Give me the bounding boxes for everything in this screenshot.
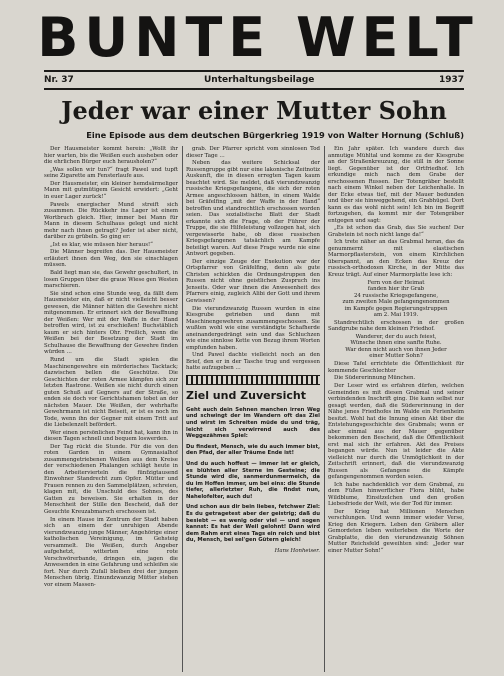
paragraph: Die vierundzwanzig Russen wurden in eine Kiesgrube getrieben und dann mit Maschinengewehren zusammengeschossen. Sie wußten wohl wie eine verständigte Schafherde aneinandergedrängt sein und das Schluchzen wie eine sinnlose Kette von Bezug ihrem Worten empfunden haben.	[186, 305, 320, 351]
paragraph: Ein Jahr später. Ich wandere durch das anmutige Mühltal und komme zu der Kiesgrube an der Straßenkreuzung, die still in der Sonne liegt. Gegenüber ist der Ortfriedhof. Ich erkundige mich nach dem Grabe der erschossenen Russen. Der Totengräber bestellt nach einem Winkel neben der Leichenhalle. In der Ecke etwas tief, mit der Mauer bedunden und über sie hinweggehend, ein Grabhügel. Dort kann es das wohl nicht sein! Ich bin im Begriff fortzugehen, da kommt mir der Totengräber entgegen und sagt:	[328, 146, 464, 224]
paragraph: Standrechtlich erschossen in der großen Sandgrube nahe dem kleinen Friedhof.	[328, 319, 464, 333]
paragraph: Bald liegt man sie, das Gewehr geschultert, in losen Gruppen über die graue Wiese gen Westen marschieren.	[44, 270, 178, 290]
paragraph: Und Pawel dachte vielleicht noch an den Brief, den er in der Tasche trug und vergessen hatte aufzugeben …	[186, 352, 320, 372]
paragraph: Wanderer, der du auch feiest, Wünsche ihnen eine sanfte Ruhe. War denn nicht auch von ihnen Jeder einer Mutter Sohn?	[345, 333, 447, 360]
paragraph: Pawels energischer Mund streift sich zusammen. Die Rückkehr ins Lager ist einem Wortbruch gleich. Hier, immer bei Mann für Mann in diesem Schulhaus gelegt und nicht mehr nach ihnen getragt? Jeder ist aber nicht, darüber zu grübeln. So ging er:	[44, 201, 178, 241]
paragraph: Neben das weitere Schicksal der Russengruppe gibt nur eine lakonische Zeitnotiz Auskunft, die in diesen erregten Tagen kaum beachtet wird. Sie meldet, daß vierundzwanzig russische Kriegsgefangene, die sich der roten Armee angeschlossen hätten, in einem Walde bei Gräfelfing „mit der Waffe in der Hand“ betroffen und standrechtlich erschossen worden seien. Das sozialistische Blatt der Stadt erkannte sich die Frage, ob der Führer der Truppe, die sie Hilfeleistung vollzogen hat, sich vergewisserte habe, ob diese russischen Kriegsgefangenen tatsächlich am Kampfe beteiligt waren. Auf diese Frage wurde nie eine Antwort gegeben.	[186, 160, 320, 258]
paragraph: Der einzige Zeuge der Exekution war der Ortspfarrer von Gräfelfing, denn als gute Christen schickten die Ordnungstruppen den Russen nicht ohne geistlichen Zuspruch ins Jenseits. Oder war ihnen die Anwesenheit des Pfarrers einig, zugleich Alibi der Gott und ihrem Gewissen?	[186, 258, 320, 304]
poem-stanza: Und schon aus dir bein liebes, fetchwer Ziel: Es du getragetest aber der geistrig; daß du besiebt — es wenig oder viel — und sogen kannst: Es hat der Weil gelohnt! Dann wird dem Rahm erst eines Tags ein reich und bist du, Mensch, bei sel'gen Gütern gleich!	[186, 504, 320, 544]
paragraph: Ich habe nachdenklich vor dem Grabmal, zu dem Füßen hinwerflicher Flora blüht, habe Wildblume, Einsitzelchen und den großen Liebesfriede der Welt, wie der Tod für immer.	[328, 481, 464, 508]
masthead-title: BUNTE WELT	[37, 10, 479, 66]
issue-number: Nr. 37	[44, 75, 74, 85]
column-divider	[324, 146, 325, 672]
paragraph: Der Leser wird es erfahren dürfen, welchen Gemeinden es mit diesen Grabmal und seiner verbindenden Inschrift ging. Die kann selbst nur gesagt werden, daß die Südererinnung in der Nähe jenes Friedhofes im Walde ein Ferienheim besitzt. Wohl hat die Innung einen Akt über die Entstehungsgeschichte des Grabmals; wenn er aber einmal aus der Mauer gegenüber bekommen den Bescheid, daß die Öffentlichkeit erst mal sich ihr erfahren. Akt des Preises begangen würde. Nun ist leider die Akte vielleicht nur durch die Unmöglichkeit in der Zeitschrift erinnert, daß die vierundzwanzig Russen als Gefangene die Kämpfe gefangengenommen worden seien.	[328, 383, 464, 480]
paragraph: Diese Tafel errichtete die Öffentlichkeit für kommende Geschlechter	[328, 361, 464, 374]
issue-year: 1937	[438, 75, 464, 85]
article-column-2	[186, 146, 320, 672]
paragraph: „Ist es klar, wie müssen hier heraus!“	[50, 241, 153, 248]
paragraph: Sie sind schon eine Stunde weg, da fällt dem Hausmeister ein, daß er nicht vielleicht besser gewesen, die Männer hätten die Gewehre nicht mitgenommen. Er erinnert sich der Bewaffnung der Weißen: Wer mit der Waffe in der Hand betroffen wird, ist zu erschießen! Buchstäblich kaum er sich hinters Ohr. Freilich, wenn die Weißen bei der Besetzung der Stadt im Schulhause die Bewaffnung der Gewehre finden würden …	[44, 290, 178, 356]
paragraph: Der Tag rückt die Stunde. Für die von den roten Garden in einem Gymnasialhof zusammengetriebenen Weißen aus dem Kreise der verschiedenen Phalangen schlägt heute in den Arbeitervierteln die fünfzigtausend Einwohner Standrecht zum Opfer. Mütter und Frauen rennen zu den Sammelplätzen, schreien, klagen mit, die Unschuld des Sohnes, des Gatten zu beweisen. Sie erhalten in der Menschheit der Stille den Bescheid, daß der Gesuchte Kreuzabmarsch erschossen ist.	[44, 443, 178, 515]
poem-body	[186, 407, 320, 544]
article-column-3	[328, 146, 464, 672]
poem-stanza: Und du auch hoffest — immer ist er gleich, es blühten aller Sterne im Gesteine; die Stunde wird die, sanmerdunmermeich, da du im Hoffen immer, um bei eins: die Stunde tiefer, allerletzter Ruh, die findst nun, Nahelofelter, auch du!	[186, 460, 320, 500]
top-rule	[44, 70, 464, 72]
paragraph: Der Krieg hat Millionen Menschen verschlungen. Und wenn immer wieder Verse, Krieg den Kriegern. Leben den Gräbern aller Gemordeten leben weiterleben die Worte der Grabplatte, die den vierundzwanzig Söhnen Mutter Reichsfeld geweihten sind: „Jeder war einer Mutter Sohn!“	[328, 508, 464, 554]
article-headline: Jeder war einer Mutter Sohn	[61, 96, 447, 125]
paragraph: Die Männer begreifen das. Der Hausmeister erläutert ihnen den Weg, den sie einschlagen müssen.	[44, 249, 178, 269]
continuation-tag: (Schluß)	[424, 130, 464, 140]
paragraph: In einem Hause im Zentrum der Stadt haben sich an einem der unruhigen Abende vierundzwanzig junge Männer, Angehörige einer katholischen Vereinigung, im Gehsteig versammelt. Die Weißen, durch Angeber aufgehetzt, witterten eine rote Verschwörerbande, dringen ein, jagen die Anwesenden in eine Gefahrung und schleifen sie fort. Nur durch Zufall bleiben drei der jungen Menschen übrig. Einundzwanzig Mütter stehen vor einem Massen-	[44, 516, 178, 588]
paragraph: Die Südererinnung München.	[334, 375, 416, 382]
poem-title: Ziel und Zuversicht	[186, 388, 306, 402]
paragraph: Fern von der Heimat fanden hier ihr Grab 24 russische Kriegsgefangene, zum zweiten Male gefangengenommen im Kampfe gegen Regierungstruppen am 2. Mai 1919.	[342, 279, 450, 319]
column-divider	[182, 146, 183, 672]
ornament-border	[186, 375, 320, 385]
poem-author: Hans Honheiser.	[274, 548, 320, 555]
article-subheadline	[44, 128, 464, 142]
poem-stanza: Du findest, Mensch, wie du auch immer bist, den Pfad, der aller Träume Ende ist!	[186, 443, 320, 457]
poem-stanza: Geht auch dein Sehnen manchen irren Weg und schwingt der im Wandern oft das Ziel und wirst im Schreiten müde du und träg, leicht sich verwirrend auch des Weggezähmes Spiel:	[186, 406, 320, 440]
paragraph: Wer einen persönlichen Feind hat, kann ihn in diesen Tagen schnell und bequem loswerden.	[44, 429, 178, 443]
issue-bar	[44, 74, 464, 86]
bar-rule	[44, 88, 464, 90]
paragraph: Der Hausmeister, ein kleiner hemdsärmeliger Mann mit gutmütigem Gesicht erwidert: „Geht in euer Lager zurück!“	[44, 180, 178, 200]
paragraph: Ich trete näher an das Grabmal heran, das da genummernt mit elastischen Marmorpflasterstein, von einem Kirchlichen überspannt, an den Ecken das Kreuz der russisch-orthodoxen Kirche, in der Mitte das Kreuz trägt. Auf einer Marmorplatte lese ich:	[328, 239, 464, 278]
article-column-1	[44, 146, 178, 672]
paragraph: Der Hausmeister kommt herein: „Wollt ihr hier warten, bis die Weißen euch ausheben oder die ehrlichen Bürger euch herausholen?“	[44, 146, 178, 165]
paragraph: Rund um die Stadt spielen die Maschinengewehre ein mörderisches Tacktack; dazwischen bellen die Geschütze. Die Geschichten der roten Armee kämpfen sich zur letzten Rastrone. Weißen sie nicht durch einen guten Schuß auf Gegners auf der Straße, so enden sie doch vor Gerichtshamen tobet an der nächsten Mauer. Die Weißen, der wehrhafte Gewehrmann ist nicht Beiseit, er ist es noch im Tode, wenn ihn der Gegner mit einem Tritt auf die Liebelenzelt befördert.	[44, 357, 178, 428]
subheadline-text: Eine Episode aus dem deutschen Bürgerkrieg 1919 von Walter Hornung	[86, 130, 422, 140]
paragraph: grab. Der Pfarrer spricht vom sinnlosen Tod dieser Tage …	[186, 146, 320, 159]
paragraph: „Es ist schon das Grab, das Sie suchen! Der Grabstein ist noch nicht lange da!“	[328, 225, 464, 238]
paragraph: „Was sollen wir tun?“ fragt Pawel und tupft seine Zigarette am Fensterlaufe aus.	[44, 166, 178, 180]
section-name: Unterhaltungsbeilage	[204, 75, 315, 85]
